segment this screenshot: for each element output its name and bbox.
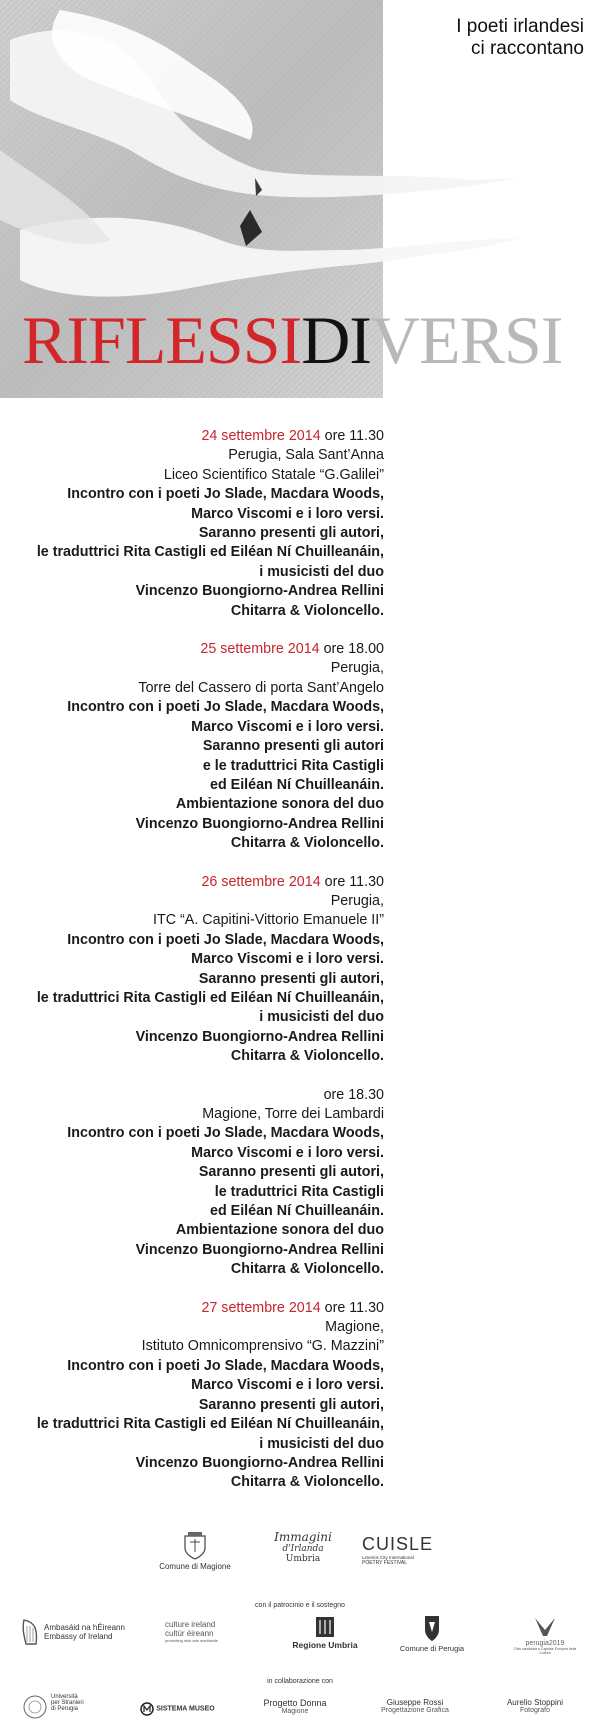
comune-perugia-logo (392, 1614, 472, 1653)
event-line: ITC “A. Capitini-Vittorio Emanuele II” (153, 912, 384, 929)
event-line: Vincenzo Buongiorno-Andrea Rellini (135, 1454, 384, 1471)
comune-magione-logo (150, 1530, 240, 1571)
progetto-donna-label: Progetto Donna (263, 1698, 327, 1708)
harp-icon (20, 1618, 40, 1646)
event-line: Incontro con i poeti Jo Slade, Macdara Woods, (67, 1125, 384, 1142)
rossi-sub: Progettazione Grafica (381, 1707, 449, 1714)
event-line: Incontro con i poeti Jo Slade, Macdara Woods, (67, 931, 384, 948)
event-line: Vincenzo Buongiorno-Andrea Rellini (135, 583, 384, 600)
event-line: i musicisti del duo (259, 1435, 384, 1452)
culture-line-2: cultúr éireann (165, 1629, 214, 1638)
tagline-line-2: ci raccontano (470, 38, 584, 59)
event-line: Ambientazione sonora del duo (175, 1222, 384, 1239)
event-line: Perugia, Sala Sant’Anna (228, 447, 384, 464)
regione-umbria-label: Regione Umbria (292, 1640, 358, 1650)
university-seal-icon (22, 1694, 48, 1720)
event-line: Liceo Scientifico Statale “G.Galilei” (163, 466, 384, 483)
stoppini-sub: Fotografo (520, 1707, 550, 1714)
event-line: Istituto Omnicomprensivo “G. Mazzini” (141, 1338, 384, 1355)
event-date: 27 settembre 2014 (201, 1299, 321, 1316)
event-block (0, 1086, 384, 1280)
event-line: Chitarra & Violoncello. (230, 1048, 384, 1065)
event-datetime (0, 427, 384, 446)
stoppini-label: Aurelio Stoppini (506, 1698, 564, 1707)
cuisle-sub-2: POETRY FESTIVAL (362, 1560, 408, 1566)
collaboration-caption: in collaborazione con (267, 1678, 333, 1685)
unistra-line-1: Università (51, 1694, 78, 1700)
event-time: ore 18.30 (323, 1086, 384, 1103)
embassy-line-2: Embassy of Ireland (44, 1632, 113, 1641)
rossi-label: Giuseppe Rossi (386, 1698, 444, 1707)
event-date: 25 settembre 2014 (200, 641, 320, 658)
event-line: Chitarra & Violoncello. (230, 602, 384, 619)
event-datetime (0, 873, 384, 892)
unistra-line-2: per Stranieri (51, 1700, 84, 1706)
comune-magione-label: Comune di Magione (159, 1562, 231, 1571)
regione-emblem-icon (315, 1616, 335, 1638)
sistema-museo-logo (140, 1702, 230, 1716)
unistra-line-3: di Perugia (51, 1706, 79, 1712)
event-block (0, 1299, 384, 1493)
perugia-2019-label: perugia2019 (525, 1640, 565, 1647)
event-line: Saranno presenti gli autori, (198, 1164, 384, 1181)
event-line: le traduttrici Rita Castigli ed Eiléan Ní Chuilleanáin, (36, 1416, 384, 1433)
event-line: Vincenzo Buongiorno-Andrea Rellini (135, 1241, 384, 1258)
title-di: DI (301, 302, 371, 378)
event-block (0, 640, 384, 853)
event-line: Incontro con i poeti Jo Slade, Macdara Woods, (67, 699, 384, 716)
perugia-2019-sub: Città candidata a Capitale Europea della Cultura (513, 1647, 577, 1655)
regione-umbria-logo (285, 1616, 365, 1650)
cuisle-title: CUISLE (362, 1534, 434, 1554)
event-line: Torre del Cassero di porta Sant’Angelo (138, 679, 384, 696)
event-line: Saranno presenti gli autori (202, 738, 384, 755)
event-date: 24 settembre 2014 (201, 428, 321, 444)
immagini-line-3: Umbria (285, 1554, 321, 1564)
immagini-line-1: Immagini (274, 1530, 332, 1544)
event-datetime (0, 640, 384, 659)
unistra-perugia-logo (22, 1694, 102, 1720)
patronage-caption: con il patrocinio e il sostegno (255, 1602, 345, 1609)
culture-line-3: promoting irish arts worldwide (165, 1638, 218, 1643)
culture-line-1: culture ireland (165, 1620, 216, 1629)
event-time: ore 18.00 (319, 641, 384, 658)
event-line: Magione, Torre dei Lambardi (202, 1106, 384, 1122)
title-riflessi: RIFLESSI (22, 302, 302, 378)
event-line: i musicisti del duo (259, 563, 384, 580)
progetto-donna-sub: Magione (281, 1708, 309, 1715)
event-line: le traduttrici Rita Castigli (214, 1183, 384, 1200)
sponsor-logos (0, 1530, 600, 1730)
event-line: Vincenzo Buongiorno-Andrea Rellini (135, 1028, 384, 1045)
event-line: Marco Viscomi e i loro versi. (191, 1377, 384, 1394)
progetto-donna-logo (250, 1698, 340, 1715)
perugia-2019-logo (510, 1616, 580, 1655)
event-line: Marco Viscomi e i loro versi. (191, 951, 384, 968)
event-line: Saranno presenti gli autori, (198, 970, 384, 987)
griffin-shield-icon (421, 1614, 443, 1642)
event-time: ore 11.30 (320, 428, 384, 444)
event-line: Incontro con i poeti Jo Slade, Macdara Woods, (67, 1357, 384, 1374)
event-line: ed Eiléan Ní Chuilleanáin. (210, 1203, 384, 1220)
cuisle-logo (362, 1534, 432, 1566)
cuisle-sub-1: Limerick City International (362, 1555, 414, 1560)
event-line: Saranno presenti gli autori, (198, 525, 384, 542)
event-line: e le traduttrici Rita Castigli (202, 757, 384, 774)
event-line: le traduttrici Rita Castigli ed Eiléan Ní Chuilleanáin, (36, 544, 384, 561)
event-line: Perugia, (330, 660, 384, 677)
aurelio-stoppini-credit (490, 1698, 580, 1714)
event-time: ore 11.30 (320, 873, 384, 890)
event-program (0, 427, 384, 1512)
event-title (22, 300, 562, 380)
immagini-line-2: d'Irlanda (282, 1544, 324, 1554)
embassy-line-1: Ambasáid na hÉireann (44, 1623, 125, 1632)
event-block (0, 427, 384, 621)
event-line: le traduttrici Rita Castigli ed Eiléan Ní Chuilleanáin, (36, 989, 384, 1006)
event-date: 26 settembre 2014 (201, 873, 321, 890)
event-datetime (0, 1299, 384, 1318)
event-line: Magione, (325, 1319, 384, 1336)
coat-of-arms-icon (182, 1530, 208, 1560)
comune-perugia-label: Comune di Perugia (399, 1644, 465, 1653)
title-versi: VERSI (370, 302, 563, 378)
event-datetime (0, 1086, 384, 1105)
hero-banner (0, 0, 600, 398)
event-block (0, 873, 384, 1067)
sistema-museo-label: SISTEMA MUSEO (156, 1705, 215, 1713)
culture-ireland-logo (165, 1620, 255, 1643)
event-line: Marco Viscomi e i loro versi. (191, 505, 384, 522)
event-line: Marco Viscomi e i loro versi. (191, 718, 384, 735)
event-line: ed Eiléan Ní Chuilleanáin. (210, 776, 384, 793)
museo-circle-icon (140, 1702, 154, 1716)
event-line: Incontro con i poeti Jo Slade, Macdara Woods, (67, 486, 384, 503)
event-line: Saranno presenti gli autori, (198, 1396, 384, 1413)
event-line: Ambientazione sonora del duo (175, 796, 384, 813)
tagline-line-1: I poeti irlandesi (456, 16, 584, 37)
event-line: Perugia, (330, 892, 384, 909)
event-line: i musicisti del duo (259, 1009, 384, 1026)
event-time: ore 11.30 (320, 1299, 384, 1316)
event-line: Chitarra & Violoncello. (230, 1474, 384, 1491)
immagini-irlanda-logo (268, 1530, 338, 1564)
perugia-2019-icon (533, 1616, 557, 1638)
event-line: Chitarra & Violoncello. (230, 1261, 384, 1278)
event-line: Marco Viscomi e i loro versi. (191, 1144, 384, 1161)
embassy-ireland-logo (20, 1618, 130, 1646)
event-line: Vincenzo Buongiorno-Andrea Rellini (135, 815, 384, 832)
event-line: Chitarra & Violoncello. (230, 835, 384, 852)
giuseppe-rossi-credit (370, 1698, 460, 1714)
tagline (456, 16, 584, 60)
